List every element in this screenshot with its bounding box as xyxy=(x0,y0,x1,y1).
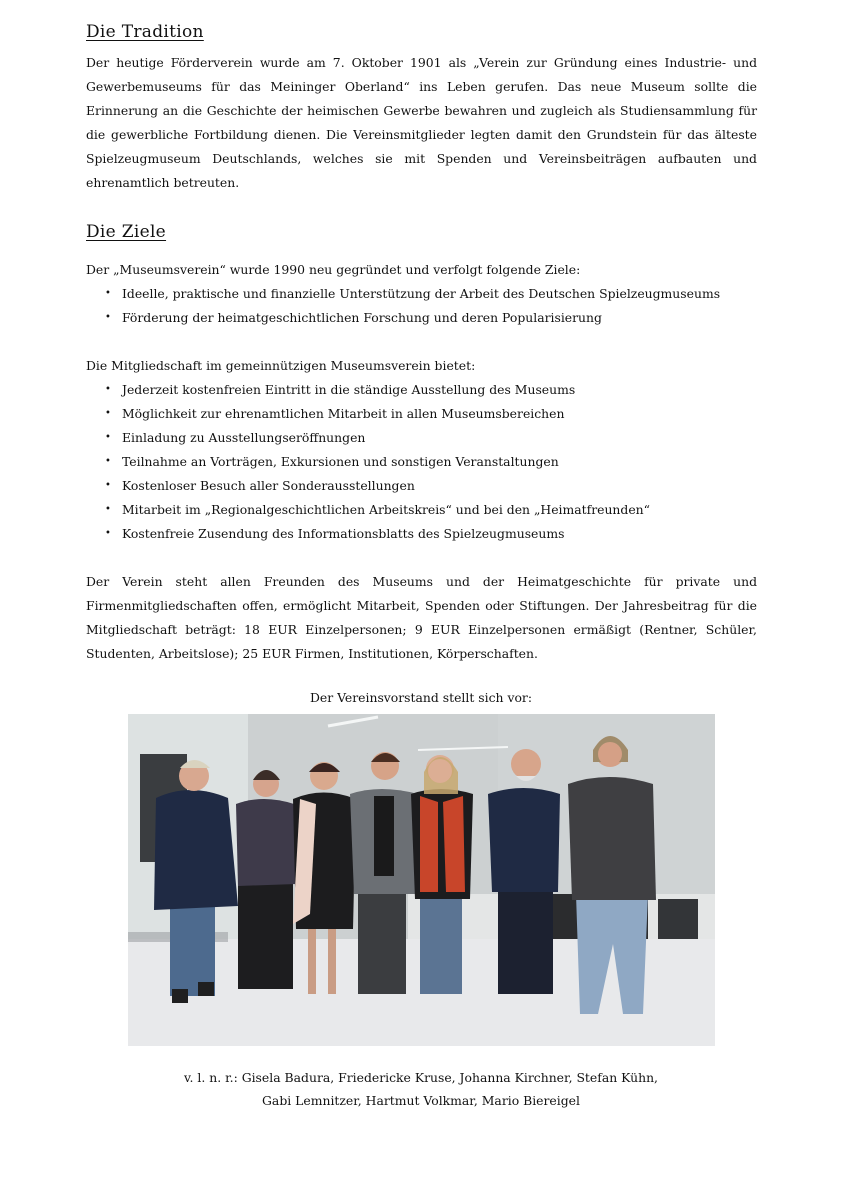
list-item: • Kostenloser Besuch aller Sonderausstellungen xyxy=(86,474,650,498)
list-item: • Jederzeit kostenfreien Eintritt in die ständige Ausstellung des Museums xyxy=(86,378,650,402)
benefits-list xyxy=(86,378,650,546)
list-item: • Förderung der heimatgeschichtlichen Forschung und deren Popularisierung xyxy=(86,306,720,330)
photo-caption-above: Der Vereinsvorstand stellt sich vor: xyxy=(309,690,533,705)
bullet-icon: • xyxy=(105,432,111,443)
person-2 xyxy=(236,770,296,989)
group-photo-illustration xyxy=(128,714,715,1046)
bullet-icon: • xyxy=(105,504,111,515)
names-line-1: v. l. n. r.: Gisela Badura, Friedericke Kruse, Johanna Kirchner, Stefan Kühn, xyxy=(183,1070,658,1085)
ziele-intro: Der „Museumsverein“ wurde 1990 neu gegründet und verfolgt folgende Ziele: xyxy=(86,262,581,277)
list-item: • Kostenfreie Zusendung des Informationsblatts des Spielzeugmuseums xyxy=(86,522,650,546)
list-item: • Mitarbeit im „Regionalgeschichtlichen Arbeitskreis“ und bei den „Heimatfreunden“ xyxy=(86,498,650,522)
goals-list xyxy=(86,282,720,330)
photo-names-caption xyxy=(0,1066,842,1112)
group-photo xyxy=(128,714,715,1046)
bullet-icon: • xyxy=(105,384,111,395)
list-item: • Ideelle, praktische und finanzielle Unterstützung der Arbeit des Deutschen Spielzeugmuseums xyxy=(86,282,720,306)
list-item: • Einladung zu Ausstellungseröffnungen xyxy=(86,426,650,450)
names-line-2: Gabi Lemnitzer, Hartmut Volkmar, Mario Biereigel xyxy=(262,1093,580,1108)
bullet-icon: • xyxy=(105,480,111,491)
closing-paragraph: Der Verein steht allen Freunden des Museums und der Heimatgeschichte für private und Firmenmitgliedschaften offen, ermöglicht Mitarbeit, Spenden oder Stiftungen. Der Jahresbeitrag für die Mitgliedschaft beträgt: 18 EUR Einzelpersonen; 9 EUR Einzelpersonen ermäßigt (Rentner, Schüler, Studenten, Arbeitslose); 25 EUR Firmen, Institutionen, Körperschaften. xyxy=(86,574,757,661)
bullet-icon: • xyxy=(105,456,111,467)
heading-ziele: Die Ziele xyxy=(86,222,167,242)
bullet-icon: • xyxy=(105,312,111,323)
membership-intro: Die Mitgliedschaft im gemeinnützigen Museumsverein bietet: xyxy=(86,358,476,373)
bullet-icon: • xyxy=(105,288,111,299)
heading-tradition: Die Tradition xyxy=(86,22,204,42)
bullet-icon: • xyxy=(105,528,111,539)
bullet-icon: • xyxy=(105,408,111,419)
list-item: • Teilnahme an Vorträgen, Exkursionen und sonstigen Veranstaltungen xyxy=(86,450,650,474)
list-item: • Möglichkeit zur ehrenamtlichen Mitarbeit in allen Museumsbereichen xyxy=(86,402,650,426)
tradition-paragraph: Der heutige Förderverein wurde am 7. Oktober 1901 als „Verein zur Gründung eines Industrie- und Gewerbemuseums für das Meininger Oberland“ ins Leben gerufen. Das neue Museum sollte die Erinnerung an die Geschichte der heimischen Gewerbe bewahren und zugleich als Studiensammlung für die gewerbliche Fortbildung dienen. Die Vereinsmitglieder legten damit den Grundstein für das älteste Spielzeugmuseum Deutschlands, welches sie mit Spenden und Vereinsbeiträgen aufbauten und ehrenamtlich betreuten. xyxy=(86,55,757,190)
